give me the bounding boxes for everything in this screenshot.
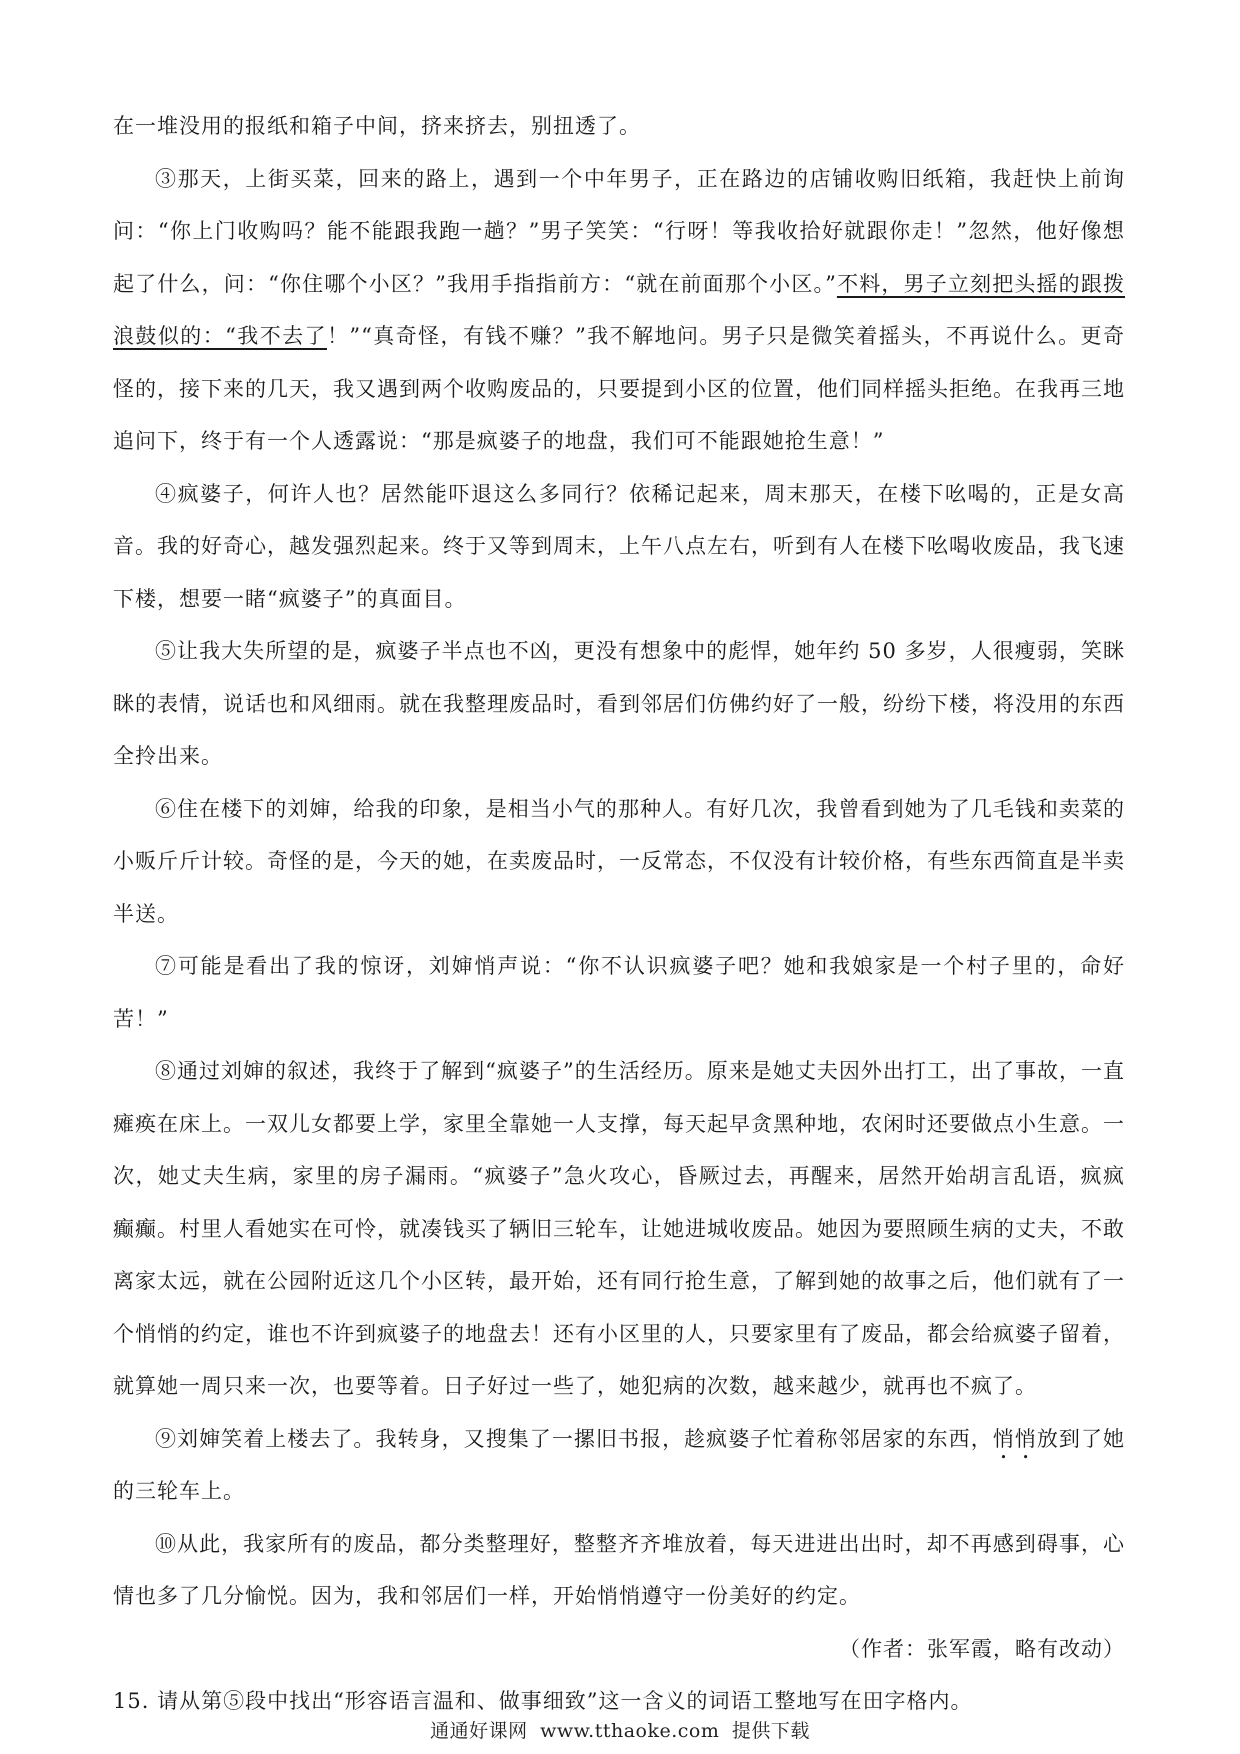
- paragraph-3-text-rest: ！”“真奇怪，有钱不赚？”我不解地问。男子只是微笑着摇头，不再说什么。更奇怪的，接下来的几天，我又遇到两个收购废品的，只要提到小区的位置，他们同样摇头拒绝。在我再三地追问下，终于有一个人透露说：“那是疯婆子的地盘，我们可不能跟她抢生意！”: [113, 324, 1125, 453]
- paragraph-4: ④疯婆子，何许人也？居然能吓退这么多同行？依稀记起来，周末那天，在楼下吆喝的，正是女高音。我的好奇心，越发强烈起来。终于又等到周末，上午八点左右，听到有人在楼下吆喝收废品，我飞速下楼，想要一睹“疯婆子”的真面目。: [113, 481, 1125, 611]
- page-footer: [0, 1716, 1240, 1743]
- paragraph-6: ⑥住在楼下的刘婶，给我的印象，是相当小气的那种人。有好几次，我曾看到她为了几毛钱和卖菜的小贩斤斤计较。奇怪的是，今天的她，在卖废品时，一反常态，不仅没有计较价格，有些东西简直是半卖半送。: [113, 796, 1125, 926]
- footer-site-name: 通通好课网: [430, 1720, 528, 1742]
- question-15: 15. 请从第⑤段中找出“形容语言温和、做事细致”这一含义的词语工整地写在田字格内。: [113, 1689, 973, 1713]
- footer-suffix: 提供下载: [731, 1720, 810, 1742]
- paragraph-7: ⑦可能是看出了我的惊讶，刘婶悄声说：“你不认识疯婆子吧？她和我娘家是一个村子里的，命好苦！”: [113, 954, 1125, 1031]
- author-credit: （作者：张军霞，略有改动）: [839, 1636, 1125, 1661]
- underlined-sentence: 不料，男子立刻把头摇的跟拨浪鼓似的：“我不去了: [113, 271, 1125, 348]
- paragraph-9-text-rest: 放到了她的三轮车上。: [113, 1426, 1125, 1503]
- document-body: [113, 100, 1125, 1728]
- footer-url[interactable]: www.tthaoke.com: [540, 1720, 720, 1742]
- paragraph-8: ⑧通过刘婶的叙述，我终于了解到“疯婆子”的生活经历。原来是她丈夫因外出打工，出了事故，一直瘫痪在床上。一双儿女都要上学，家里全靠她一人支撑，每天起早贪黑种地，农闲时还要做点小生意。一次，她丈夫生病，家里的房子漏雨。“疯婆子”急火攻心，昏厥过去，再醒来，居然开始胡言乱语，疯疯癫癫。村里人看她实在可怜，就凑钱买了辆旧三轮车，让她进城收废品。她因为要照顾生病的丈夫，不敢离家太远，就在公园附近这几个小区转，最开始，还有同行抢生意，了解到她的故事之后，他们就有了一个悄悄的约定，谁也不许到疯婆子的地盘去！还有小区里的人，只要家里有了废品，都会给疯婆子留着，就算她一周只来一次，也要等着。日子好过一些了，她犯病的次数，越来越少，就再也不疯了。: [113, 1059, 1125, 1398]
- paragraph-3: [113, 153, 1125, 468]
- paragraph-9-text: ⑨刘婶笑着上楼去了。我转身，又搜集了一摞旧书报，趁疯婆子忙着称邻居家的东西，: [155, 1426, 993, 1451]
- paragraph-10: ⑩从此，我家所有的废品，都分类整理好，整整齐齐堆放着，每天进进出出时，却不再感到碍事，心情也多了几分愉悦。因为，我和邻居们一样，开始悄悄遵守一份美好的约定。: [113, 1531, 1125, 1608]
- paragraph-continued: 在一堆没用的报纸和箱子中间，挤来挤去，别扭透了。: [113, 114, 641, 138]
- paragraph-3-text: ③那天，上街买菜，回来的路上，遇到一个中年男子，正在路边的店铺收购旧纸箱，我赶快上前询问：“你上门收购吗？能不能跟我跑一趟？”男子笑笑：“行呀！等我收拾好就跟你走！”忽然，他好像想起了什么，问：“你住哪个小区？”我用手指指前方：“就在前面那个小区。”: [113, 166, 1125, 296]
- dotted-word: 悄悄: [992, 1426, 1037, 1451]
- paragraph-9: [113, 1413, 1125, 1518]
- paragraph-5: ⑤让我大失所望的是，疯婆子半点也不凶，更没有想象中的彪悍，她年约 50 多岁，人很瘦弱，笑眯眯的表情，说话也和风细雨。就在我整理废品时，看到邻居们仿佛约好了一般，纷纷下楼，将没用的东西全拎出来。: [113, 639, 1125, 768]
